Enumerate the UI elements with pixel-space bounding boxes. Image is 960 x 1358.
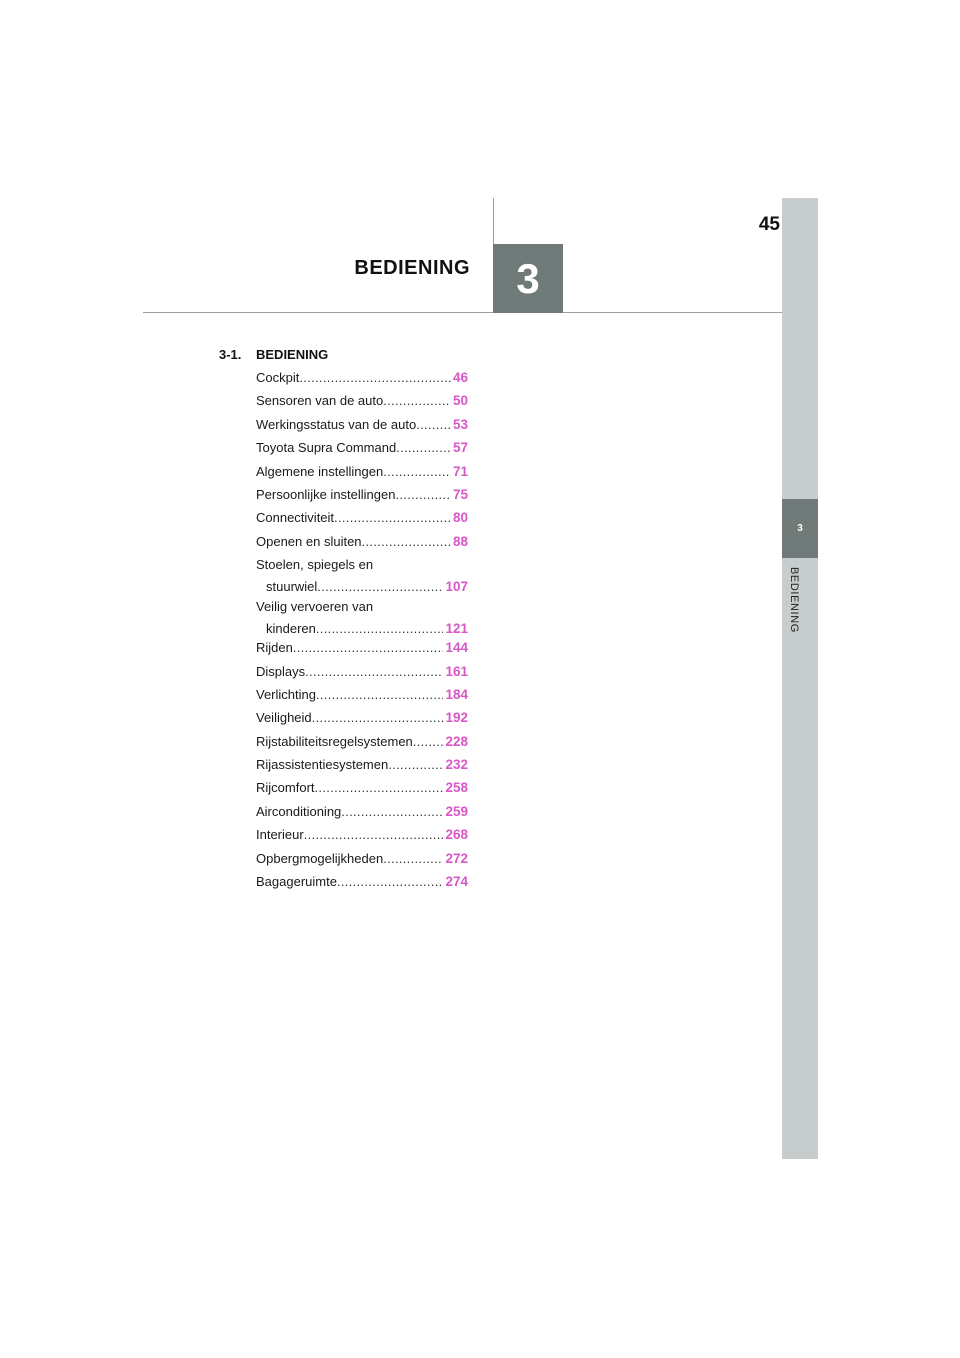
page-number: 45 — [758, 214, 780, 235]
toc-leader-dots — [315, 780, 444, 795]
toc-entry[interactable] — [256, 780, 468, 803]
section-title: BEDIENING — [256, 347, 329, 362]
table-of-contents — [256, 370, 468, 897]
toc-entry-title: Persoonlijke instellingen — [256, 486, 396, 502]
toc-page-link[interactable]: 88 — [452, 533, 468, 549]
toc-entry-title: Openen en sluiten — [256, 533, 362, 549]
toc-leader-dots — [305, 664, 443, 679]
toc-entry-title: Displays — [256, 663, 306, 679]
toc-entry-title: Rijassistentiesystemen — [256, 757, 389, 773]
toc-leader-dots — [383, 393, 451, 408]
toc-entry-title: Opbergmogelijkheden — [256, 850, 384, 866]
side-tab-number: 3 — [797, 523, 803, 534]
toc-entry[interactable] — [256, 393, 468, 416]
toc-entry[interactable] — [256, 599, 468, 641]
toc-entry[interactable] — [256, 640, 468, 663]
toc-leader-dots — [396, 440, 451, 455]
toc-entry-title: Interieur — [256, 827, 304, 843]
toc-entry[interactable] — [256, 487, 468, 510]
toc-entry[interactable] — [256, 804, 468, 827]
chapter-number: 3 — [516, 254, 540, 302]
toc-entry[interactable] — [256, 664, 468, 687]
toc-leader-dots — [395, 487, 450, 502]
toc-page-link[interactable]: 75 — [452, 486, 468, 502]
toc-leader-dots — [316, 687, 443, 702]
toc-entry[interactable] — [256, 851, 468, 874]
toc-entry-title: kinderen — [266, 620, 316, 636]
toc-entry[interactable] — [256, 534, 468, 557]
toc-leader-dots — [299, 370, 451, 385]
toc-entry-title: Bagageruimte — [256, 874, 337, 890]
toc-leader-dots — [317, 579, 443, 594]
toc-leader-dots — [413, 734, 444, 749]
toc-entry-title: Veilig vervoeren van — [256, 598, 374, 614]
toc-entry[interactable] — [256, 440, 468, 463]
toc-page-link[interactable]: 272 — [445, 850, 468, 866]
toc-leader-dots — [362, 534, 451, 549]
side-tab-label: BEDIENING — [788, 567, 800, 633]
toc-leader-dots — [312, 710, 444, 725]
toc-page-link[interactable]: 57 — [452, 440, 468, 456]
toc-leader-dots — [293, 640, 444, 655]
toc-entry-title: Verlichting — [256, 686, 316, 702]
chapter-title: BEDIENING — [354, 257, 470, 279]
toc-entry[interactable] — [256, 827, 468, 850]
toc-entry[interactable] — [256, 417, 468, 440]
toc-entry-title: Toyota Supra Command — [256, 440, 397, 456]
toc-page-link[interactable]: 80 — [452, 510, 468, 526]
toc-entry-title: stuurwiel — [266, 579, 318, 595]
toc-leader-dots — [383, 851, 443, 866]
toc-page-link[interactable]: 107 — [445, 579, 468, 595]
toc-page-link[interactable]: 268 — [445, 827, 468, 843]
toc-entry-title: Stoelen, spiegels en — [256, 557, 374, 573]
toc-entry-title: Werkingsstatus van de auto — [256, 416, 417, 432]
side-chapter-tab[interactable] — [782, 499, 818, 558]
toc-entry[interactable] — [256, 370, 468, 393]
toc-leader-dots — [304, 827, 444, 842]
toc-entry-title: Airconditioning — [256, 803, 342, 819]
toc-page-link[interactable]: 258 — [445, 780, 468, 796]
toc-page-link[interactable]: 274 — [445, 874, 468, 890]
toc-page-link[interactable]: 184 — [445, 686, 468, 702]
toc-entry-title: Sensoren van de auto — [256, 393, 384, 409]
toc-entry[interactable] — [256, 687, 468, 710]
toc-leader-dots — [383, 464, 451, 479]
toc-leader-dots — [341, 804, 443, 819]
toc-entry-title: Rijcomfort — [256, 780, 315, 796]
toc-leader-dots — [416, 417, 451, 432]
chapter-number-box — [493, 244, 563, 313]
header-vertical-rule — [493, 198, 494, 244]
toc-page-link[interactable]: 144 — [445, 640, 468, 656]
toc-entry[interactable] — [256, 874, 468, 897]
toc-entry[interactable] — [256, 557, 468, 599]
header-horizontal-rule — [143, 312, 782, 313]
toc-entry-title: Rijden — [256, 640, 293, 656]
section-number: 3-1. — [219, 347, 242, 362]
toc-entry[interactable] — [256, 757, 468, 780]
toc-page-link[interactable]: 192 — [445, 710, 468, 726]
toc-entry-title: Algemene instellingen — [256, 463, 384, 479]
toc-entry-title: Rijstabiliteitsregelsystemen — [256, 733, 413, 749]
toc-entry-title: Cockpit — [256, 370, 300, 385]
toc-page-link[interactable]: 50 — [452, 393, 468, 409]
toc-leader-dots — [388, 757, 443, 772]
toc-leader-dots — [316, 621, 444, 636]
section-heading — [219, 347, 328, 362]
toc-entry[interactable] — [256, 710, 468, 733]
toc-entry-title: Connectiviteit — [256, 510, 335, 526]
toc-page-link[interactable]: 71 — [452, 463, 468, 479]
toc-leader-dots — [334, 510, 451, 525]
toc-page-link[interactable]: 46 — [452, 370, 468, 385]
toc-page-link[interactable]: 259 — [445, 803, 468, 819]
toc-page-link[interactable]: 232 — [445, 757, 468, 773]
toc-entry[interactable] — [256, 734, 468, 757]
toc-page-link[interactable]: 161 — [445, 663, 468, 679]
toc-page-link[interactable]: 121 — [445, 620, 468, 636]
toc-entry[interactable] — [256, 510, 468, 533]
toc-entry[interactable] — [256, 464, 468, 487]
toc-leader-dots — [337, 874, 444, 889]
side-thumb-bar — [782, 198, 818, 1159]
toc-page-link[interactable]: 228 — [445, 733, 468, 749]
toc-page-link[interactable]: 53 — [452, 416, 468, 432]
toc-entry-title: Veiligheid — [256, 710, 312, 726]
